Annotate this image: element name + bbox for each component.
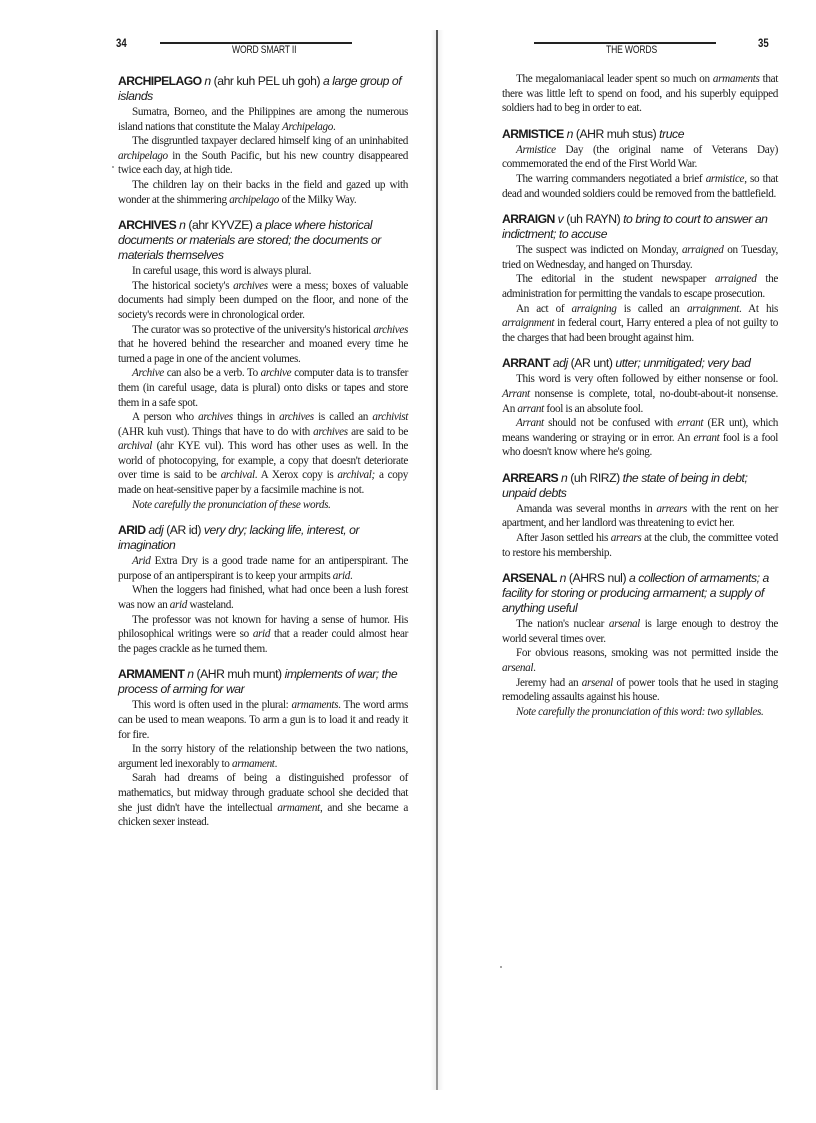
text-run: fool is an absolute fool.	[543, 402, 643, 415]
emphasized-word: archives	[313, 425, 348, 438]
left-running-head: WORD SMART II	[232, 44, 297, 56]
example-paragraph	[502, 531, 778, 560]
emphasized-word: archipelago	[118, 149, 168, 162]
text-run: are said to be	[347, 425, 408, 438]
text-run: in federal court, Harry entered a plea of not guilty to the charges that had been brought against him.	[502, 317, 778, 344]
emphasized-word: Note carefully the pronunciation of these words.	[132, 498, 331, 511]
dictionary-entry	[118, 74, 408, 207]
example-paragraph	[118, 554, 408, 583]
headword: ARID	[118, 523, 146, 538]
example-paragraph	[502, 502, 778, 531]
entry-heading	[502, 471, 778, 501]
emphasized-word: archive	[260, 367, 292, 380]
pronunciation: (uh RAYN)	[566, 212, 621, 227]
emphasized-word: armistice	[705, 172, 745, 185]
text-run: on Tuesday, tried on Wednesday, and hanged on Thursday.	[502, 244, 778, 271]
text-run: Sarah had dreams of being a distinguished professor of mathematics, but midway through graduate school she decided that she just didn't have the intellectual	[118, 772, 408, 814]
text-run: Extra Dry is a good trade name for an antiperspirant. The purpose of an antiperspirant is to keep your armpits	[118, 555, 408, 582]
example-paragraph	[118, 178, 408, 207]
dictionary-entry	[502, 212, 778, 345]
text-run: that he hovered behind the researcher and moaned every time he turned a page in one of the ancient volumes.	[118, 338, 408, 365]
example-paragraph	[502, 72, 778, 116]
headword: ARMAMENT	[118, 667, 185, 682]
example-paragraph	[118, 366, 408, 410]
emphasized-word: archival	[118, 440, 153, 453]
text-run: , so that dead and wounded soldiers could be removed from the battlefield.	[502, 172, 779, 200]
text-run: The curator was so protective of the university's historical	[132, 323, 374, 336]
example-paragraph	[118, 613, 408, 657]
example-paragraph	[502, 243, 778, 272]
text-run: This word is often used in the plural:	[132, 699, 292, 712]
emphasized-word: errant	[677, 417, 704, 430]
text-run: is large enough to destroy the world several times over.	[502, 618, 779, 645]
headword: ARREARS	[502, 470, 559, 485]
pronunciation: (ahr KYVZE)	[188, 218, 253, 233]
example-paragraph	[118, 498, 408, 513]
text-run: is called an	[616, 302, 687, 315]
text-run: For obvious reasons, smoking was not permitted inside the	[516, 647, 778, 660]
emphasized-word: arrears	[610, 532, 642, 545]
emphasized-word: Note carefully the pronunciation of this word: two syllables.	[516, 705, 764, 718]
text-run: . A Xerox copy is	[254, 469, 338, 482]
entry-heading	[502, 212, 778, 242]
text-run: An act of	[516, 302, 572, 315]
example-paragraph	[502, 617, 778, 646]
emphasized-word: errant	[693, 431, 720, 444]
left-page-number: 34	[116, 36, 127, 50]
text-run: of the Milky Way.	[279, 193, 357, 206]
text-run: Amanda was several months in	[516, 502, 657, 515]
example-paragraph	[502, 302, 778, 346]
text-run: . At his	[739, 302, 778, 315]
text-run: The megalomaniacal leader spent so much on	[516, 73, 713, 85]
text-run: This word is very often followed by either nonsense or fool.	[516, 373, 778, 386]
part-of-speech: n	[566, 126, 573, 141]
emphasized-word: archives	[198, 411, 233, 424]
text-run: , and she became a chicken sexer instead.	[118, 801, 409, 829]
emphasized-word: armaments	[291, 699, 339, 712]
text-run: .	[533, 662, 536, 675]
pronunciation: (ahr kuh PEL uh goh)	[213, 74, 321, 88]
emphasized-word: arid	[332, 569, 351, 582]
emphasized-word: armament	[277, 801, 320, 814]
part-of-speech: n	[559, 571, 566, 586]
example-paragraph	[502, 416, 778, 460]
example-paragraph	[502, 372, 778, 416]
text-run: Jeremy had an	[516, 676, 582, 689]
book-gutter	[436, 30, 438, 1090]
right-running-head: THE WORDS	[606, 44, 658, 56]
emphasized-word: archives	[279, 411, 314, 424]
emphasized-word: archipelago	[229, 193, 279, 206]
text-run: at the club, the committee voted to restore his membership.	[502, 532, 778, 559]
text-run: things in	[232, 411, 280, 424]
definition: implements of war; the process of arming for war	[118, 667, 398, 697]
part-of-speech: v	[557, 212, 564, 227]
example-paragraph	[118, 742, 408, 771]
example-paragraph	[502, 646, 778, 675]
emphasized-word: Armistice	[516, 143, 556, 156]
definition: truce	[659, 126, 685, 141]
entry-heading	[502, 127, 778, 142]
emphasized-word: arraignment	[502, 317, 555, 330]
entry-heading	[118, 218, 408, 263]
example-paragraph	[118, 279, 408, 323]
emphasized-word: armaments	[712, 73, 760, 85]
text-run: .	[333, 120, 336, 133]
text-run: Sumatra, Borneo, and the Philippines are among the numerous island nations that constitute the Malay	[118, 106, 408, 133]
emphasized-word: Arrant	[516, 417, 544, 430]
part-of-speech: adj	[552, 356, 568, 371]
entry-heading	[502, 356, 778, 371]
part-of-speech: n	[179, 218, 186, 233]
headword: ARCHIVES	[118, 218, 177, 233]
text-run: The professor was not known for having a sense of humor. His philosophical writings were so	[118, 613, 408, 641]
text-run: were a mess; boxes of valuable documents had simply been dumped on the floor, and none of the society's records were in chronological order.	[118, 279, 408, 321]
text-run: (AHR kuh vust). Things that have to do with	[118, 425, 314, 438]
continued-entry	[502, 72, 778, 116]
headword: ARRANT	[502, 356, 550, 371]
emphasized-word: armament	[232, 757, 275, 770]
entry-heading	[502, 571, 778, 616]
dictionary-entry	[118, 218, 408, 512]
emphasized-word: arrant	[517, 402, 544, 415]
emphasized-word: archivist	[372, 411, 408, 424]
pronunciation: (AR id)	[166, 523, 201, 538]
text-run: When the loggers had finished, what had once been a lush forest was now an	[118, 584, 408, 612]
example-paragraph	[502, 172, 778, 201]
emphasized-word: arrears	[656, 502, 688, 515]
emphasized-word: arraigned	[714, 273, 757, 286]
scan-speck	[112, 166, 114, 168]
text-run: with the rent on her apartment, and her landlord was threatening to evict her.	[502, 502, 778, 530]
text-run: In careful usage, this word is always plural.	[132, 265, 312, 278]
text-run: is called an	[313, 411, 373, 424]
entry-heading	[118, 74, 408, 104]
part-of-speech: n	[187, 667, 194, 682]
emphasized-word: arraignment	[686, 302, 740, 315]
definition: very dry; lacking life, interest, or imagination	[118, 523, 360, 553]
emphasized-word: archival	[220, 469, 255, 482]
example-paragraph	[118, 771, 408, 829]
part-of-speech: n	[204, 74, 211, 88]
example-paragraph	[118, 698, 408, 742]
emphasized-word: archives	[373, 323, 408, 336]
right-page-column	[502, 72, 778, 730]
emphasized-word: arsenal	[608, 618, 640, 631]
scan-speck	[500, 966, 502, 968]
definition: a large group of islands	[118, 74, 402, 103]
pronunciation: (uh RIRZ)	[570, 470, 620, 485]
text-run: that a reader could almost hear the pages crackle as he turned them.	[118, 628, 409, 655]
example-paragraph	[118, 105, 408, 134]
emphasized-word: arid	[169, 599, 188, 612]
text-run: The nation's nuclear	[516, 618, 609, 631]
text-run: The editorial in the student newspaper	[516, 273, 715, 286]
dictionary-entry	[118, 523, 408, 656]
dictionary-entry	[502, 356, 778, 460]
part-of-speech: n	[561, 470, 568, 485]
emphasized-word: Arrant	[502, 387, 530, 400]
text-run: that there was little left to spend on food, and his superbly equipped soldiers had to beg in order to eat.	[502, 73, 779, 115]
example-paragraph	[118, 583, 408, 612]
dictionary-entry	[118, 667, 408, 829]
text-run: The children lay on their backs in the field and gazed up with wonder at the shimmering	[118, 178, 408, 206]
text-run: The warring commanders negotiated a brief	[516, 172, 706, 185]
definition: utter; unmitigated; very bad	[615, 356, 751, 371]
example-paragraph	[118, 323, 408, 367]
text-run: After Jason settled his	[516, 532, 611, 545]
text-run: Day (the original name of Veterans Day) commemorated the end of the First World War.	[502, 143, 778, 171]
dictionary-entry	[502, 471, 778, 560]
emphasized-word: Archive	[132, 367, 164, 380]
part-of-speech: adj	[148, 523, 164, 538]
definition: the state of being in debt; unpaid debts	[502, 470, 748, 500]
emphasized-word: archival;	[337, 469, 375, 482]
text-run: fool is a fool who doesn't know where he's going.	[502, 431, 778, 459]
definition: a collection of armaments; a facility for storing or producing armament; a supply of anything useful	[502, 571, 769, 616]
headword: ARRAIGN	[502, 212, 555, 227]
example-paragraph	[118, 264, 408, 279]
text-run: The historical society's	[132, 279, 234, 292]
definition: to bring to court to answer an indictment; to accuse	[502, 212, 768, 242]
text-run: can also be a verb. To	[163, 367, 261, 380]
example-paragraph	[502, 272, 778, 301]
emphasized-word: archives	[233, 279, 268, 292]
left-page-column	[118, 74, 408, 841]
text-run: wasteland.	[187, 599, 234, 612]
text-run: should not be confused with	[543, 417, 678, 430]
pronunciation: (AR unt)	[570, 356, 613, 371]
text-run: The disgruntled taxpayer declared himself king of an uninhabited	[132, 135, 408, 148]
emphasized-word: arsenal	[581, 676, 613, 689]
emphasized-word: Arid	[132, 555, 151, 568]
right-page-number: 35	[758, 36, 769, 50]
text-run: .	[350, 569, 353, 582]
text-run: A person who	[132, 411, 199, 424]
dictionary-entry	[502, 127, 778, 201]
emphasized-word: Archipelago	[282, 120, 334, 133]
pronunciation: (AHR muh munt)	[196, 667, 282, 682]
text-run: computer data is to transfer them (in careful usage, data is plural) onto disks or tapes and store them in a safe spot.	[118, 367, 408, 409]
definition: a place where historical documents or materials are stored; the documents or materials themselves	[118, 218, 381, 263]
pronunciation: (AHRS nul)	[568, 571, 627, 586]
emphasized-word: arraigning	[571, 302, 617, 315]
emphasized-word: arid	[252, 628, 271, 641]
text-run: (ahr KYE vul). This word has other uses as well. In the world of photocopying, for example, a copy that doesn't deteriorate over time is said to be	[118, 440, 408, 482]
text-run: a copy made on heat-sensitive paper by a facsimile machine is not.	[118, 469, 408, 497]
headword: ARCHIPELAGO	[118, 74, 202, 88]
headword: ARMISTICE	[502, 126, 564, 141]
text-run: nonsense is complete, total, no-doubt-about-it nonsense. An	[502, 387, 778, 415]
text-run: of power tools that he used in staging remodeling assaults against his house.	[502, 676, 778, 704]
entry-heading	[118, 667, 408, 697]
emphasized-word: arsenal	[502, 662, 534, 675]
text-run: The suspect was indicted on Monday,	[516, 244, 682, 257]
entry-heading	[118, 523, 408, 553]
emphasized-word: arraigned	[681, 244, 724, 257]
headword: ARSENAL	[502, 571, 557, 586]
example-paragraph	[118, 134, 408, 178]
text-run: In the sorry history of the relationship between the two nations, argument led inexorably to	[118, 743, 408, 770]
pronunciation: (AHR muh stus)	[575, 126, 657, 141]
example-paragraph	[502, 143, 778, 172]
text-run: (ER unt), which means wandering or straying or in error. An	[502, 417, 778, 444]
example-paragraph	[502, 676, 778, 705]
example-paragraph	[502, 705, 778, 720]
example-paragraph	[118, 410, 408, 498]
text-run: the administration for permitting the vandals to escape prosecution.	[502, 273, 778, 300]
text-run: .	[274, 757, 278, 770]
dictionary-entry	[502, 571, 778, 719]
text-run: . The word arms can be used to mean weapons. To arm a gun is to load it and ready it for fire.	[118, 699, 408, 741]
text-run: in the South Pacific, but his new country disappeared twice each day, at high tide.	[118, 149, 408, 177]
